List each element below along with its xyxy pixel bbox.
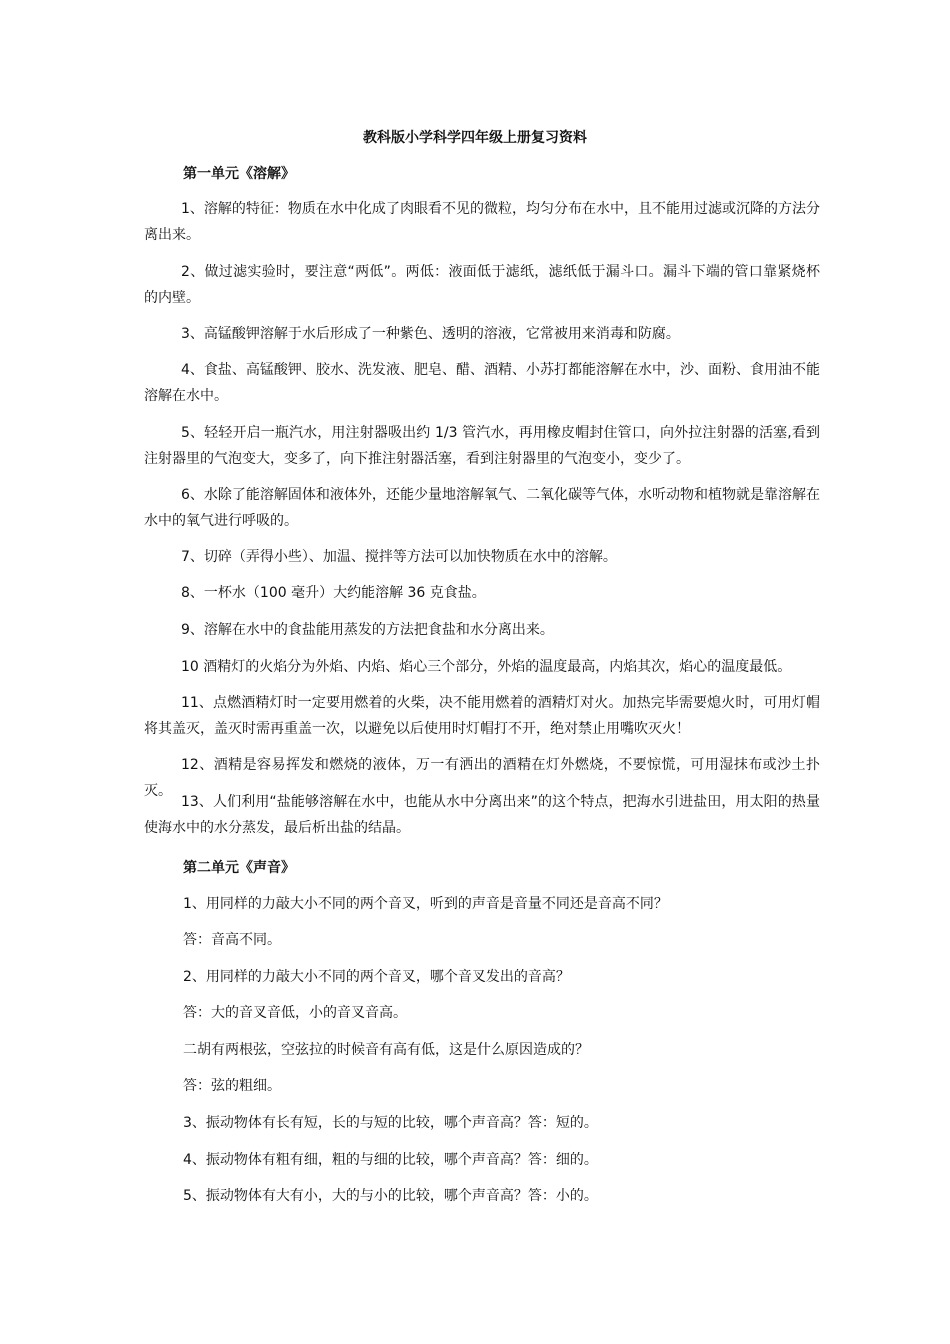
unit1-item-13: 13、人们利用“盐能够溶解在水中，也能从水中分离出来”的这个特点，把海水引进盐田，用太阳的热量使海水中的水分蒸发，最后析出盐的结晶。 [144,794,820,836]
unit2-line-8: 4、振动物体有粗有细，粗的与细的比较，哪个声音高？答：细的。 [183,1152,598,1168]
unit1-item-9: 9、溶解在水中的食盐能用蒸发的方法把食盐和水分离出来。 [181,622,554,638]
unit1-item-11: 11、点燃酒精灯时一定要用燃着的火柴，决不能用燃着的酒精灯对火。加热完毕需要熄火时，可用灯帽将其盖灭，盖灭时需再重盖一次，以避免以后使用时灯帽打不开，绝对禁止用嘴吹灭火！ [144,695,820,737]
unit1-item-4: 4、食盐、高锰酸钾、胶水、洗发液、肥皂、醋、酒精、小苏打都能溶解在水中，沙、面粉、食用油不能溶解在水中。 [144,362,820,404]
unit2-line-5: 二胡有两根弦，空弦拉的时候音有高有低，这是什么原因造成的？ [183,1042,589,1058]
unit1-item-1: 1、溶解的特征：物质在水中化成了肉眼看不见的微粒，均匀分布在水中，且不能用过滤或沉降的方法分离出来。 [144,201,820,243]
unit1-item-7: 7、切碎（弄得小些）、加温、搅拌等方法可以加快物质在水中的溶解。 [181,549,617,565]
unit2-line-9: 5、振动物体有大有小，大的与小的比较，哪个声音高？答：小的。 [183,1188,598,1204]
unit1-item-5: 5、轻轻开启一瓶汽水，用注射器吸出约 1/3 管汽水，再用橡皮帽封住管口，向外拉注射器的活塞,看到注射器里的气泡变大，变多了，向下推注射器活塞，看到注射器里的气泡变小，变少了。 [144,425,820,467]
unit1-heading: 第一单元《溶解》 [183,166,295,182]
unit1-item-2: 2、做过滤实验时，要注意“两低”。两低：液面低于滤纸，滤纸低于漏斗口。漏斗下端的管口靠紧烧杯的内壁。 [144,264,820,306]
unit1-item-6: 6、水除了能溶解固体和液体外，还能少量地溶解氧气、二氧化碳等气体，水听动物和植物就是靠溶解在水中的氧气进行呼吸的。 [144,487,820,529]
unit2-heading: 第二单元《声音》 [183,860,295,876]
unit2-line-7: 3、振动物体有长有短，长的与短的比较，哪个声音高？答：短的。 [183,1115,598,1131]
unit1-item-12: 12、酒精是容易挥发和燃烧的液体，万一有洒出的酒精在灯外燃烧，不要惊慌，可用湿抹布或沙土扑灭。 [144,757,820,799]
unit2-line-4: 答：大的音叉音低，小的音叉音高。 [183,1005,407,1021]
unit2-line-2: 答：音高不同。 [183,932,281,948]
unit2-line-6: 答：弦的粗细。 [183,1078,281,1094]
document-title: 教科版小学科学四年级上册复习资料 [363,130,587,146]
unit1-item-3: 3、高锰酸钾溶解于水后形成了一种紫色、透明的溶液，它常被用来消毒和防腐。 [181,326,680,342]
unit1-item-8: 8、一杯水（100 毫升）大约能溶解 36 克食盐。 [181,585,486,601]
unit2-line-3: 2、用同样的力敲大小不同的两个音叉，哪个音叉发出的音高？ [183,969,570,985]
unit2-line-1: 1、用同样的力敲大小不同的两个音叉，听到的声音是音量不同还是音高不同？ [183,896,668,912]
unit1-item-10: 10 酒精灯的火焰分为外焰、内焰、焰心三个部分，外焰的温度最高，内焰其次，焰心的温度最低。 [181,659,792,675]
